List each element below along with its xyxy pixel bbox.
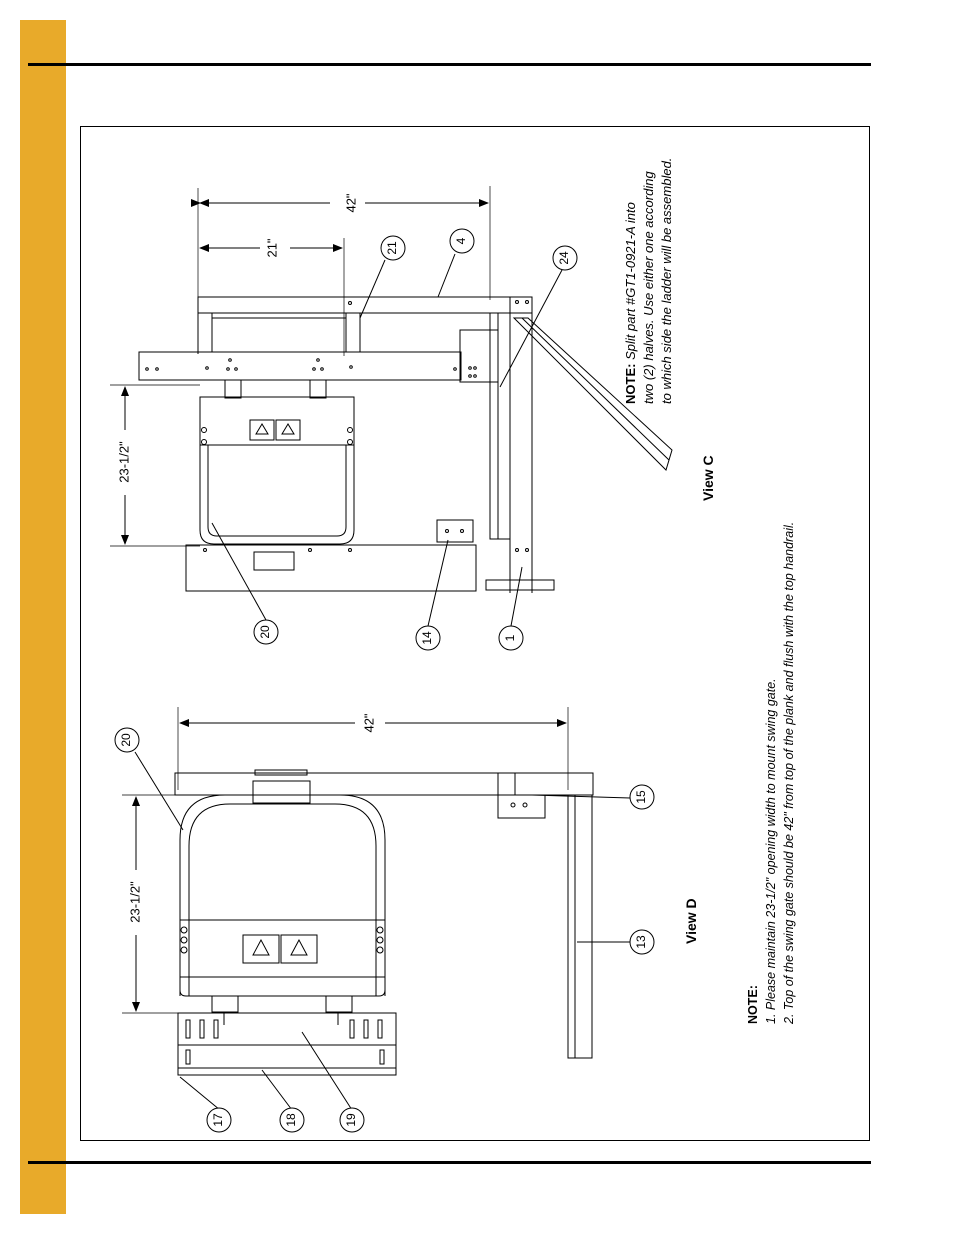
callout-c-24: 24 [557,251,572,265]
callout-d-19: 19 [344,1113,359,1127]
view-d-drawing [122,707,630,1110]
view-c-note-label: NOTE: [623,363,638,404]
view-d-dim-42: 42" [361,713,377,733]
view-d-dim-23-half: 23-1/2" [127,881,143,923]
callout-c-14: 14 [420,631,435,645]
callout-d-18: 18 [284,1113,299,1127]
callout-d-15: 15 [634,790,649,804]
view-c-label: View C [700,455,716,501]
general-note-2: 2. Top of the swing gate should be 42" from top of the plank and flush with the top handrail. [782,521,796,1024]
callout-d-20: 20 [119,733,134,747]
view-c-dim-23-half: 23-1/2" [116,441,132,483]
view-c-note [622,158,676,404]
callout-c-20: 20 [258,625,273,639]
callout-c-4: 4 [454,237,469,245]
general-notes [744,522,798,1024]
general-notes-heading: NOTE: [746,985,760,1024]
view-c-dim-42: 42" [343,193,359,213]
callout-d-17: 17 [211,1113,226,1127]
callout-c-1: 1 [503,634,518,642]
view-c-note-line-3: to which side the ladder will be assembled. [659,157,674,404]
general-note-1: 1. Please maintain 23-1/2" opening width to mount swing gate. [764,678,778,1024]
view-c-note-line-1 [622,158,640,404]
callout-c-21: 21 [385,241,400,255]
view-c-note-text-1: Split part #GT1-0921-A into [623,202,638,360]
view-d-label: View D [683,898,699,944]
view-c-note-line-2: two (2) halves. Use either one according [641,171,656,404]
callout-d-13: 13 [634,935,649,949]
view-c-dim-21: 21" [264,238,280,258]
